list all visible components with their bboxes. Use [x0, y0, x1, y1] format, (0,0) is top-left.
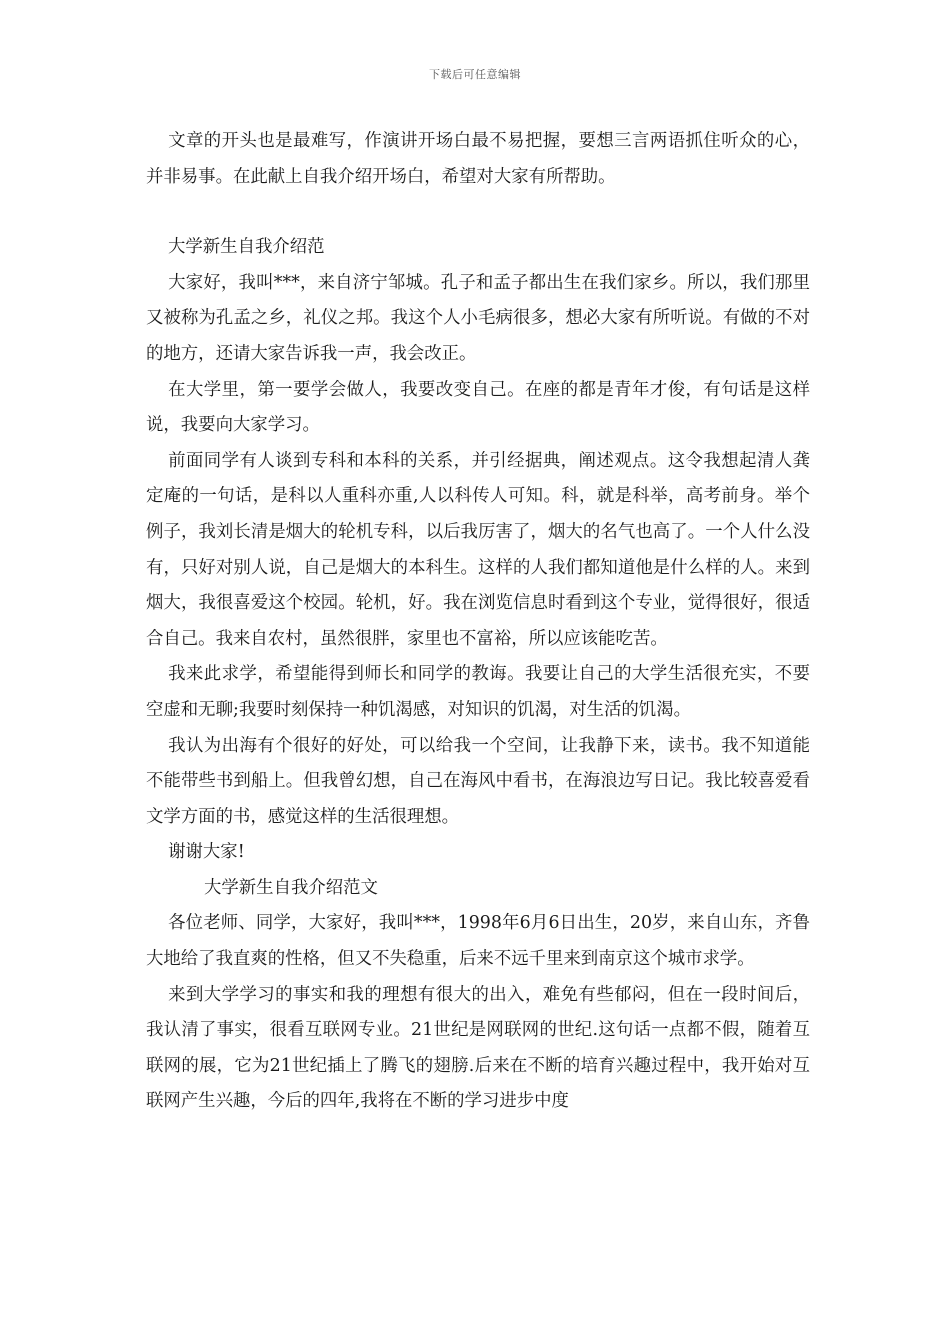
- section2-paragraph-2: 来到大学学习的事实和我的理想有很大的出入，难免有些郁闷，但在一段时间后，我认清了事实，很看互联网专业。21世纪是网联网的世纪.这句话一点都不假，随着互联网的展，它为21世纪插上了腾飞的翅膀.后来在不断的培育兴趣过程中，我开始对互联网产生兴趣，今后的四年,我将在不断的学习进步中度: [146, 984, 810, 1112]
- section1-paragraph-2: 在大学里，第一要学会做人，我要改变自己。在座的都是青年才俊，有句话是这样说，我要向大家学习。: [146, 379, 810, 436]
- section2-paragraph-1: 各位老师、同学，大家好，我叫***，1998年6月6日出生，20岁，来自山东，齐鲁大地给了我直爽的性格，但又不失稳重，后来不远千里来到南京这个城市求学。: [146, 913, 810, 970]
- section1-paragraph-3: 前面同学有人谈到专科和本科的关系，并引经据典，阐述观点。这令我想起清人龚定庵的一句话，是科以人重科亦重,人以科传人可知。科，就是科举，高考前身。举个例子，我刘长清是烟大的轮机专科，以后我厉害了，烟大的名气也高了。一个人什么没有，只好对别人说，自己是烟大的本科生。这样的人我们都知道他是什么样的人。来到烟大，我很喜爱这个校园。轮机，好。我在浏览信息时看到这个专业，觉得很好，很适合自己。我来自农村，虽然很胖，家里也不富裕，所以应该能吃苦。: [146, 450, 810, 649]
- section1-closing: 谢谢大家!: [168, 842, 245, 863]
- page-header: 下载后可任意编辑: [429, 68, 521, 81]
- section1-title: 大学新生自我介绍范: [168, 237, 325, 258]
- intro-paragraph: 文章的开头也是最难写，作演讲开场白最不易把握，要想三言两语抓住听众的心，并非易事。在此献上自我介绍开场白，希望对大家有所帮助。: [146, 131, 810, 187]
- blank-line: [146, 195, 810, 230]
- section1-paragraph-4: 我来此求学，希望能得到师长和同学的教诲。我要让自己的大学生活很充实，不要空虚和无聊;我要时刻保持一种饥渴感，对知识的饥渴，对生活的饥渴。: [146, 664, 810, 720]
- document-body: [146, 124, 810, 1120]
- section2-title: 大学新生自我介绍范文: [204, 877, 378, 898]
- section1-paragraph-5: 我认为出海有个很好的好处，可以给我一个空间，让我静下来，读书。我不知道能不能带些书到船上。但我曾幻想，自己在海风中看书，在海浪边写日记。我比较喜爱看文学方面的书，感觉这样的生活很理想。: [146, 735, 810, 827]
- section1-paragraph-1: 大家好，我叫***，来自济宁邹城。孔子和孟子都出生在我们家乡。所以，我们那里又被称为孔孟之乡，礼仪之邦。我这个人小毛病很多，想必大家有所听说。有做的不对的地方，还请大家告诉我一声，我会改正。: [146, 272, 810, 364]
